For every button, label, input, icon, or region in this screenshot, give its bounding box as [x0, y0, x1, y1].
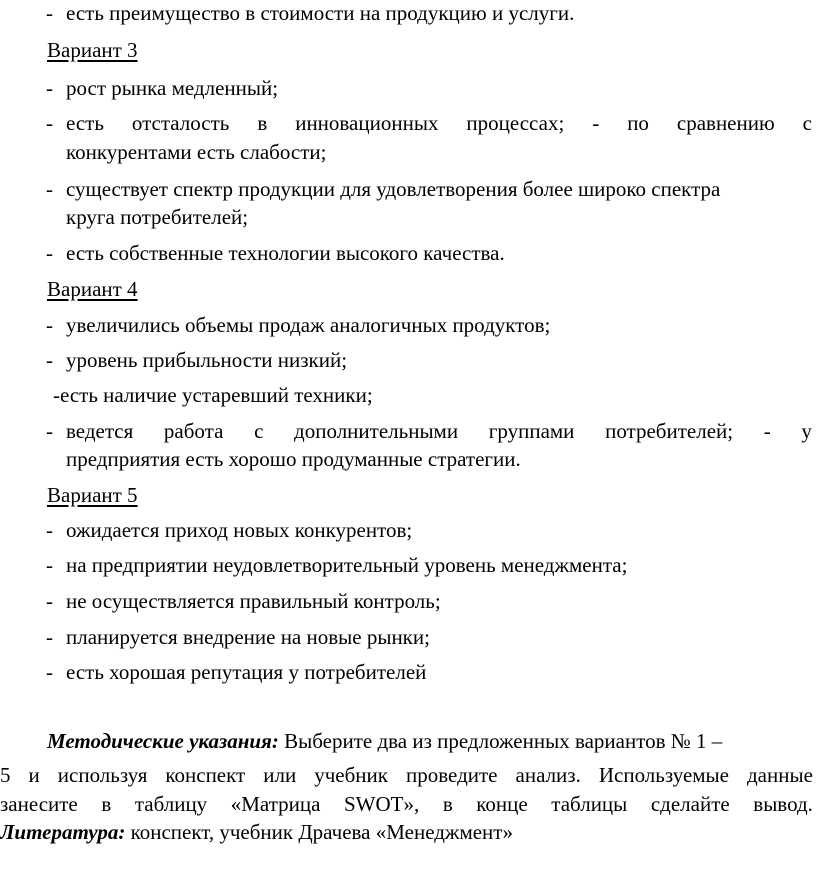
word: инновационных: [295, 111, 439, 135]
list-item-text: не осуществляется правильный контроль;: [66, 589, 441, 613]
list-item-text: ожидается приход новых конкурентов;: [66, 518, 413, 542]
variant-3-heading: Вариант 3: [47, 38, 138, 62]
variant-4-heading: Вариант 4: [47, 277, 138, 301]
word: занесите: [0, 792, 78, 816]
bullet-dash: -: [46, 660, 53, 684]
list-item-text: существует спектр продукции для удовлетворения более широко спектра: [66, 177, 721, 201]
word: Используемые: [598, 763, 729, 787]
list-item-text: планируется внедрение на новые рынки;: [66, 625, 430, 649]
list-item-text: есть преимущество в стоимости на продукцию и услуги.: [66, 1, 575, 25]
word: конспект: [165, 763, 246, 787]
word: по: [627, 111, 649, 135]
word: работа: [163, 419, 224, 443]
word: в: [442, 792, 453, 816]
list-item-text: увеличились объемы продаж аналогичных продуктов;: [66, 313, 551, 337]
list-item-text: уровень прибыльности низкий;: [66, 348, 348, 372]
list-item-text: есть собственные технологии высокого качества.: [66, 241, 505, 265]
list-item-text: круга потребителей;: [66, 205, 249, 229]
word: данные: [747, 763, 813, 787]
bullet-dash: -: [46, 111, 53, 135]
word: или: [263, 763, 297, 787]
methodical-line-2: [0, 762, 813, 788]
word: используя: [57, 763, 148, 787]
list-item-text: рост рынка медленный;: [66, 76, 279, 100]
bullet-dash: -: [46, 419, 53, 443]
list-item-text-justified: [66, 110, 812, 136]
word: ведется: [66, 419, 134, 443]
word: с: [802, 111, 812, 135]
word: в: [257, 111, 268, 135]
word: анализ.: [515, 763, 581, 787]
word: группами: [488, 419, 575, 443]
word: 5: [0, 763, 11, 787]
word: есть: [66, 111, 104, 135]
list-item-text: -есть наличие устаревший техники;: [53, 383, 373, 407]
word: -: [592, 111, 600, 135]
word: у: [801, 419, 812, 443]
literature-line: [0, 819, 816, 845]
bullet-dash: -: [46, 348, 53, 372]
bullet-dash: -: [46, 518, 53, 542]
word: вывод.: [753, 792, 813, 816]
methodical-label: Методические указания:: [47, 729, 279, 753]
word: проведите: [406, 763, 498, 787]
word: учебник: [314, 763, 388, 787]
bullet-dash: -: [46, 625, 53, 649]
word: «Матрица: [230, 792, 321, 816]
bullet-dash: -: [46, 76, 53, 100]
list-item-text: конкурентами есть слабости;: [66, 140, 327, 164]
list-item-text: есть хорошая репутация у потребителей: [66, 660, 427, 684]
bullet-dash: -: [46, 177, 53, 201]
word: процессах;: [466, 111, 565, 135]
methodical-text: Выберите два из предложенных вариантов № 1 –: [284, 729, 723, 753]
list-item-text: предприятия есть хорошо продуманные стратегии.: [66, 447, 521, 471]
word: таблицы: [551, 792, 628, 816]
word: SWOT»,: [344, 792, 420, 816]
word: сделайте: [650, 792, 730, 816]
word: отсталость: [131, 111, 230, 135]
list-item-text-justified: [66, 418, 812, 444]
word: в: [101, 792, 112, 816]
word: с: [254, 419, 264, 443]
word: сравнению: [676, 111, 775, 135]
bullet-dash: -: [46, 553, 53, 577]
literature-label: Литература:: [0, 820, 126, 844]
bullet-dash: -: [46, 1, 53, 25]
variant-5-heading: Вариант 5: [47, 483, 138, 507]
word: и: [28, 763, 40, 787]
list-item-text: на предприятии неудовлетворительный уровень менеджмента;: [66, 553, 628, 577]
word: конце: [476, 792, 528, 816]
literature-text: конспект, учебник Драчева «Менеджмент»: [130, 820, 513, 844]
bullet-dash: -: [46, 589, 53, 613]
word: потребителей;: [605, 419, 734, 443]
methodical-line-3: [0, 791, 813, 817]
methodical-line-1: [47, 728, 816, 754]
word: -: [763, 419, 771, 443]
word: дополнительными: [294, 419, 459, 443]
word: таблицу: [134, 792, 208, 816]
bullet-dash: -: [46, 241, 53, 265]
bullet-dash: -: [46, 313, 53, 337]
